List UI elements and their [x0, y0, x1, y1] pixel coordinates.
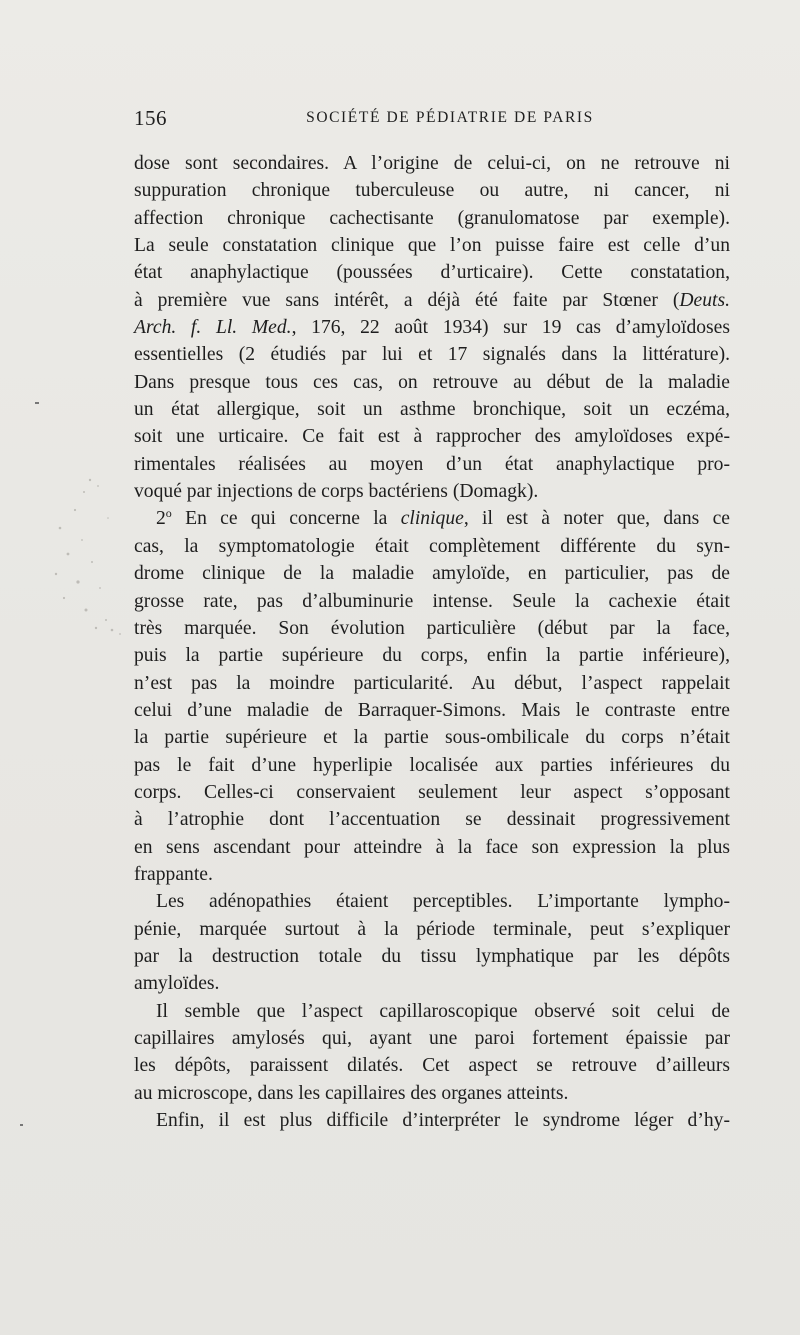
text-line: cas, la symptomatologie était complètement différente du syn-	[134, 535, 730, 557]
margin-mark	[35, 402, 39, 404]
text-line: frappante.	[134, 863, 213, 885]
page-header	[134, 106, 730, 140]
text-line: les dépôts, paraissent dilatés. Cet aspect se retrouve d’ailleurs	[134, 1055, 730, 1077]
text-line: état anaphylactique (poussées d’urticaire). Cette constatation,	[134, 262, 730, 284]
scan-smudge	[20, 470, 130, 650]
text-line: pénie, marquée surtout à la période terminale, peut s’expliquer	[134, 918, 730, 940]
text-line: drome clinique de la maladie amyloïde, en particulier, pas de	[134, 563, 730, 585]
text-line: par la destruction totale du tissu lymphatique par les dépôts	[134, 945, 730, 967]
text-line: essentielles (2 étudiés par lui et 17 signalés dans la littérature).	[134, 344, 730, 366]
text-line: dose sont secondaires. A l’origine de celui-ci, on ne retrouve ni	[134, 153, 730, 174]
text-line-with-citation: à première vue sans intérêt, a déjà été faite par Stœner (Deuts.	[134, 289, 730, 311]
text-line: amyloïdes.	[134, 973, 220, 995]
text-line: rimentales réalisées au moyen d’un état anaphylactique pro-	[134, 453, 730, 475]
page-number: 156	[134, 106, 167, 130]
text-line: grosse rate, pas d’albuminurie intense. Seule la cachexie était	[134, 590, 730, 612]
text-line-with-italic: 2$^o$ En ce qui concerne la clinique, il est à noter que, dans ce	[156, 506, 730, 530]
text-line: un état allergique, soit un asthme bronchique, soit un eczéma,	[134, 399, 730, 421]
line-remainder: En ce qui concerne la clinique, il est à noter que, dans ce	[171, 508, 730, 530]
ordinal-superscript: o	[165, 506, 172, 521]
body-text	[134, 150, 730, 1134]
text-line: voqué par injections de corps bactériens (Domagk).	[134, 481, 539, 503]
text-line: n’est pas la moindre particularité. Au début, l’aspect rappelait	[134, 672, 730, 694]
text-line-with-citation: Arch. f. Ll. Med., 176, 22 août 1934) sur 19 cas d’amyloïdoses	[134, 317, 731, 339]
running-title: SOCIÉTÉ DE PÉDIATRIE DE PARIS	[306, 109, 594, 126]
text-line: suppuration chronique tuberculeuse ou autre, ni cancer, ni	[134, 180, 730, 202]
text-line: en sens ascendant pour atteindre à la face son expression la plus	[134, 836, 730, 858]
text-line: pas le fait d’une hyperlipie localisée aux parties inférieures du	[134, 754, 730, 776]
text-line: Enfin, il est plus difficile d’interpréter le syndrome léger d’hy-	[156, 1110, 730, 1132]
text-line: La seule constatation clinique que l’on puisse faire est celle d’un	[134, 235, 730, 257]
margin-mark	[20, 1124, 23, 1126]
text-line: soit une urticaire. Ce fait est à rapprocher des amyloïdoses expé-	[134, 426, 730, 448]
text-line: corps. Celles-ci conservaient seulement leur aspect s’opposant	[134, 781, 730, 803]
italic-text: Arch. f. Ll. Med.	[134, 317, 292, 339]
text-line: celui d’une maladie de Barraquer-Simons. Mais le contraste entre	[134, 699, 730, 721]
text-line: à l’atrophie dont l’accentuation se dessinait progressivement	[134, 809, 730, 831]
text-line: au microscope, dans les capillaires des organes atteints.	[134, 1082, 569, 1104]
italic-text: clinique	[400, 508, 464, 530]
text-line: très marquée. Son évolution particulière (début par la face,	[134, 617, 730, 639]
text-line: puis la partie supérieure du corps, enfin la partie inférieure),	[134, 645, 730, 667]
text-line: capillaires amylosés qui, ayant une paroi fortement épaissie par	[134, 1028, 730, 1049]
text-line: Dans presque tous ces cas, on retrouve au début de la maladie	[134, 371, 730, 393]
text-line: la partie supérieure et la partie sous-ombilicale du corps n’était	[134, 727, 730, 749]
italic-text: Deuts.	[679, 289, 730, 311]
text-line: affection chronique cachectisante (granulomatose par exemple).	[134, 207, 730, 229]
text-line: Les adénopathies étaient perceptibles. L’importante lympho-	[156, 891, 730, 913]
text-line: Il semble que l’aspect capillaroscopique observé soit celui de	[156, 1000, 730, 1022]
